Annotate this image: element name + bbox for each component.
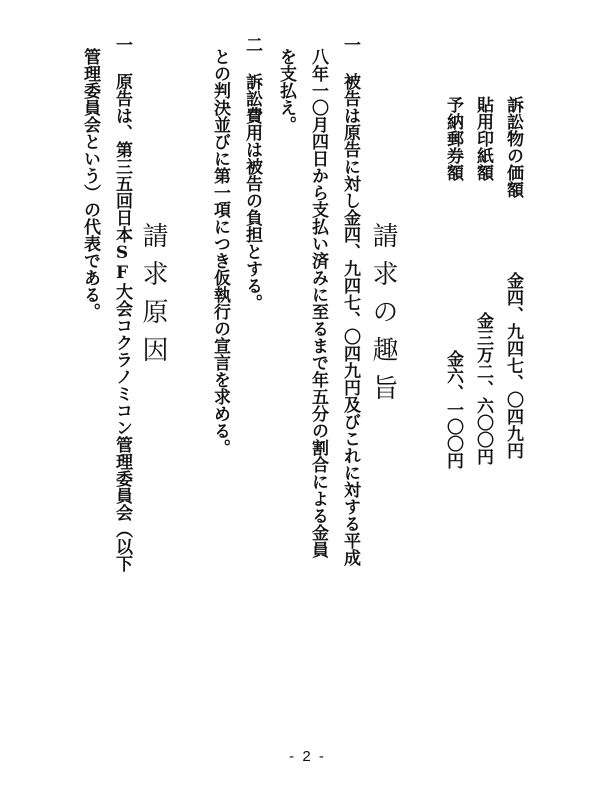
- claim-item2-line1: 訴訟費用は被告の負担とする。: [242, 73, 262, 311]
- claim-item2-line2: との判決並びに第一項につき仮執行の宣言を求める。: [210, 48, 230, 456]
- cause-heading: 請求原因: [138, 222, 168, 374]
- claim-item2-marker: 二: [242, 36, 262, 53]
- claim-item1-marker: 一: [340, 36, 360, 53]
- postage-fee-amount: 金六、一〇〇円: [443, 350, 463, 469]
- postage-fee-label: 予納郵券額: [443, 96, 463, 181]
- cause-item1-line2: 管理委員会という）の代表である。: [80, 48, 100, 320]
- dispute-value-label: 訴訟物の価額: [503, 96, 523, 198]
- page-number: - 2 -: [289, 748, 326, 765]
- claim-item1-line3: を支払え。: [276, 48, 296, 133]
- claim-item1-line2: 八年一〇月四日から支払い済みに至るまで年五分の割合による金員: [308, 48, 328, 558]
- cause-item1-marker: 一: [112, 36, 132, 53]
- dispute-value-amount: 金四、九四七、〇四九円: [503, 272, 523, 459]
- claim-heading: 請求の趣旨: [368, 222, 398, 412]
- claim-item1-line1: 被告は原告に対し金四、九四七、〇四九円及びこれに対する平成: [340, 73, 360, 566]
- stamp-fee-amount: 金三万二、六〇〇円: [473, 312, 493, 465]
- cause-item1-line1: 原告は、第三五回日本SF大会コクラノミコン管理委員会（以下: [112, 73, 132, 572]
- stamp-fee-label: 貼用印紙額: [473, 96, 493, 181]
